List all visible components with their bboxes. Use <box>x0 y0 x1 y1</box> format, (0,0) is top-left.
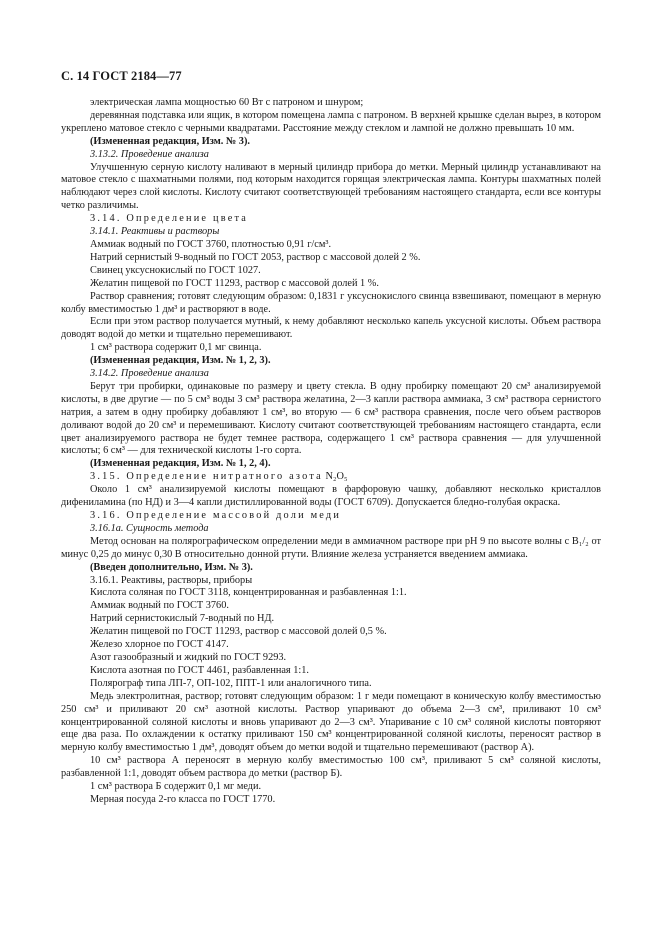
paragraph: Аммиак водный по ГОСТ 3760. <box>90 600 229 612</box>
paragraph: Кислота соляная по ГОСТ 3118, концентрированная и разбавленная 1:1. <box>90 587 407 599</box>
paragraph: Азот газообразный и жидкий по ГОСТ 9293. <box>90 651 287 663</box>
paragraph: Натрий сернистый 9-водный по ГОСТ 2053, раствор с массовой долей 2 %. <box>90 251 421 263</box>
paragraph: электрическая лампа мощностью 60 Вт с патроном и шнуром; <box>90 97 364 108</box>
subsection-heading: 3.13.2. Проведение анализа <box>90 148 209 160</box>
paragraph: Если при этом раствор получается мутный, к нему добавляют несколько капель уксусной кислоты. Объем раствора доводят водой до метки и тщательно перемешивают. <box>61 316 601 341</box>
paragraph: 1 см³ раствора содержит 0,1 мг свинца. <box>90 342 262 354</box>
paragraph: Желатин пищевой по ГОСТ 11293, раствор с массовой долей 0,5 %. <box>90 626 387 638</box>
paragraph: Около 1 см³ анализируемой кислоты помещают в фарфоровую чашку, добавляют несколько кристаллов дифениламина (по НД) и 3—4 капли дистиллированной воды (ГОСТ 6709). Допускается бледно-голубая окраска. <box>61 484 601 509</box>
subsection-heading: 3.14.1. Реактивы и растворы <box>90 226 220 238</box>
section-heading: 3.14. Определение цвета <box>90 213 249 225</box>
paragraph: Железо хлорное по ГОСТ 4147. <box>90 639 229 651</box>
subsection-heading: 3.16.1а. Сущность метода <box>90 522 209 534</box>
amendment-note: (Введен дополнительно, Изм. № 3). <box>90 561 253 573</box>
paragraph: Желатин пищевой по ГОСТ 11293, раствор с массовой долей 1 %. <box>90 277 379 289</box>
paragraph: Метод основан на полярографическом определении меди в аммиачном растворе при pH 9 по высоте волны с B₁/₂ от минус 0,25 до минус 0,30 В относительно донной ртути. Влияние железа устраняется введением аммиака. <box>61 535 601 560</box>
paragraph: Берут три пробирки, одинаковые по размеру и цвету стекла. В одну пробирку помещают 20 см³ анализируемой кислоты, в две другие — по 5 см³ воды 3 см³ раствора желатина, 2—3 капли раствора аммиака, 3 см³ раствора сернистого натрия, а затем в одну пробирку добавляют 1 см³, во вторую — 6 см³ раствора сравнения, после чего объем растворов доливают водой до 20 см³ и перемешивают. Кислоту считают соответствующей требованиям настоящего стандарта, если цвет анализируемого раствора не будет темнее раствора, содержащего 1 см³ раствора сравнения — для улучшенной кислоты; 6 см³ — для технической кислоты 1-го сорта. <box>61 380 601 457</box>
amendment-note: (Измененная редакция, Изм. № 1, 2, 4). <box>90 458 271 470</box>
amendment-note: (Измененная редакция, Изм. № 3). <box>90 135 250 147</box>
paragraph: Раствор сравнения; готовят следующим образом: 0,1831 г уксуснокислого свинца взвешивают, помещают в мерную колбу вместимостью 1 дм³ и растворяют в воде. <box>61 290 601 315</box>
paragraph: Медь электролитная, раствор; готовят следующим образом: 1 г меди помещают в коническую колбу вместимостью 250 см³ и приливают 20 см³ азотной кислоты. Раствор упаривают до объема 2—3 см³, приливают 10 см³ концентрированной соляной кислоты и вновь упаривают до 2—3 см³. Упаривание с 10 см³ соляной кислоты повторяют еще два раза. По охлаждении к остатку приливают 150 см³ концентрированной соляной кислоты, переносят раствор в мерную колбу вместимостью 1 дм³, доводят объем до метки водой и тщательно перемешивают (раствор А). <box>61 690 601 754</box>
paragraph: Улучшенную серную кислоту наливают в мерный цилиндр прибора до метки. Мерный цилиндр устанавливают на матовое стекло с шахматными полями, под которым находится горящая электрическая лампа. Контуры шахматных полей наблюдают через слой кислоты. Кислоту считают соответствующей требованиям настоящего стандарта, если все контуры четко различимы. <box>61 161 601 212</box>
paragraph: 1 см³ раствора Б содержит 0,1 мг меди. <box>90 781 262 793</box>
subsection-heading: 3.16.1. Реактивы, растворы, приборы <box>90 574 253 586</box>
paragraph: 10 см³ раствора А переносят в мерную колбу вместимостью 100 см³, приливают 5 см³ соляной кислоты, разбавленной 1:1, доводят объем раствора до метки (раствор Б). <box>61 755 601 780</box>
paragraph: Кислота азотная по ГОСТ 4461, разбавленная 1:1. <box>90 664 309 676</box>
paragraph: Мерная посуда 2-го класса по ГОСТ 1770. <box>90 793 276 805</box>
page-header: С. 14 ГОСТ 2184—77 <box>61 69 182 83</box>
formula: N₂O₅ <box>325 471 348 483</box>
paragraph: деревянная подставка или ящик, в котором помещена лампа с патроном. В верхней крышке сделан вырез, в котором укреплено матовое стекло с черными квадратами. Расстояние между стеклом и лампой не должно превышать 10 мм. <box>61 109 601 134</box>
document-body <box>61 97 601 807</box>
amendment-note: (Измененная редакция, Изм. № 1, 2, 3). <box>90 355 271 367</box>
paragraph: Аммиак водный по ГОСТ 3760, плотностью 0,91 г/см³. <box>90 238 332 250</box>
paragraph: Свинец уксуснокислый по ГОСТ 1027. <box>90 264 261 276</box>
subsection-heading: 3.14.2. Проведение анализа <box>90 368 209 380</box>
paragraph: Полярограф типа ЛП-7, ОП-102, ППТ-1 или аналогичного типа. <box>90 677 372 689</box>
section-heading <box>61 471 601 484</box>
section-heading: 3.16. Определение массовой доли меди <box>90 510 342 521</box>
paragraph: Натрий сернистокислый 7-водный по НД. <box>90 613 275 625</box>
section-heading-text: 3.15. Определение нитратного азота <box>90 471 323 483</box>
